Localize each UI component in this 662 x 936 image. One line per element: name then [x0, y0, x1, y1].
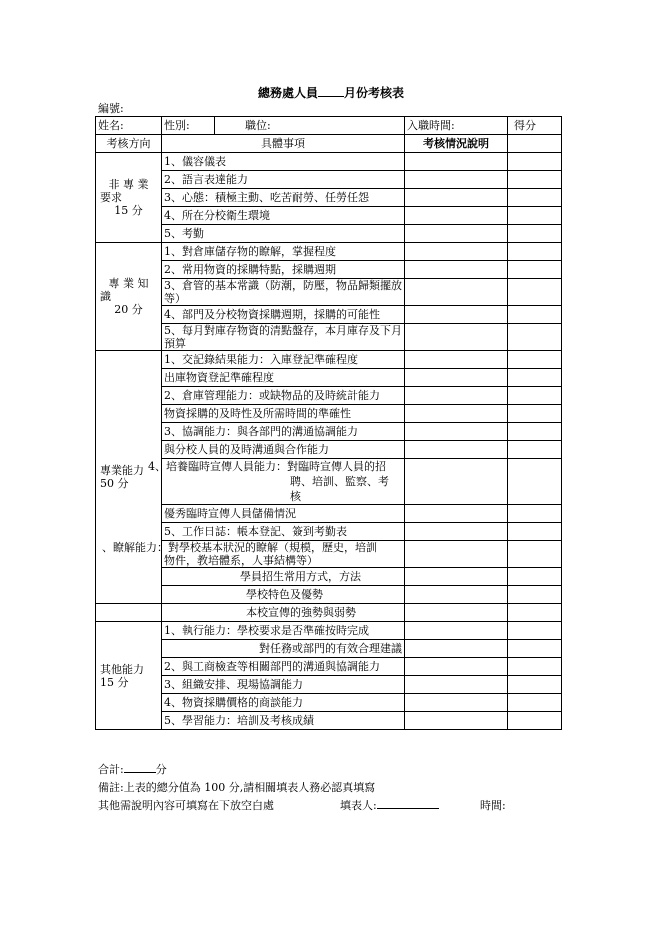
item-text: 4、所在分校衛生環境 — [162, 207, 405, 225]
item-text: 與分校人員的及時溝通與合作能力 — [162, 441, 405, 459]
column-header-row — [96, 135, 562, 153]
item-text: 對任務或部門的有效合理建議 — [162, 640, 405, 658]
table-row — [96, 441, 562, 459]
table-row — [96, 171, 562, 189]
form-title — [0, 84, 662, 101]
item-text: 1、儀容儀表 — [162, 153, 405, 171]
score-label[interactable]: 得分 — [508, 117, 562, 135]
score-cell[interactable] — [508, 568, 562, 586]
score-cell[interactable] — [508, 171, 562, 189]
total-blank[interactable] — [124, 761, 156, 773]
table-row — [96, 189, 562, 207]
notes-cell[interactable] — [405, 505, 508, 523]
table-row — [96, 387, 562, 405]
table-row — [96, 622, 562, 640]
score-cell[interactable] — [508, 441, 562, 459]
score-cell[interactable] — [508, 505, 562, 523]
position-label[interactable]: 職位: — [215, 117, 405, 135]
score-cell[interactable] — [508, 459, 562, 505]
items-header: 具體事項 — [162, 135, 405, 153]
month-blank[interactable] — [318, 96, 344, 97]
item-text: 5、工作日誌：帳本登記、簽到考勤表 — [162, 523, 405, 541]
item-text: 物資採購的及時性及所需時間的準確性 — [162, 405, 405, 423]
notes-cell[interactable] — [405, 405, 508, 423]
filler-label: 填表人: — [340, 799, 377, 812]
notes-cell[interactable] — [405, 712, 508, 730]
table-row — [96, 243, 562, 261]
score-cell[interactable] — [508, 604, 562, 622]
score-cell[interactable] — [508, 694, 562, 712]
notes-cell[interactable] — [405, 586, 508, 604]
notes-cell[interactable] — [405, 640, 508, 658]
score-cell[interactable] — [508, 261, 562, 279]
item-text: 1、交記錄結果能力：入庫登記準確程度 — [162, 351, 405, 369]
notes-cell[interactable] — [405, 441, 508, 459]
notes-cell[interactable] — [405, 225, 508, 243]
notes-cell[interactable] — [405, 523, 508, 541]
item-text: 1、對倉庫儲存物的瞭解，掌握程度 — [162, 243, 405, 261]
score-cell[interactable] — [508, 387, 562, 405]
score-cell[interactable] — [508, 586, 562, 604]
total-line — [98, 761, 167, 777]
time-label[interactable]: 時間: — [480, 799, 506, 812]
notes-cell[interactable] — [405, 568, 508, 586]
item-text: 優秀臨時宣傳人員儲備情況 — [162, 505, 405, 523]
table-row — [96, 541, 562, 568]
score-cell[interactable] — [508, 423, 562, 441]
notes-cell[interactable] — [405, 279, 508, 306]
item-text: 本校宣傳的強勢與弱勢 — [162, 604, 405, 622]
score-cell[interactable] — [508, 523, 562, 541]
notes-cell[interactable] — [405, 459, 508, 505]
table-row — [96, 261, 562, 279]
score-cell[interactable] — [508, 207, 562, 225]
notes-cell[interactable] — [405, 207, 508, 225]
notes-cell[interactable] — [405, 153, 508, 171]
notes-cell[interactable] — [405, 189, 508, 207]
notes-cell[interactable] — [405, 387, 508, 405]
score-cell[interactable] — [508, 640, 562, 658]
score-cell[interactable] — [508, 279, 562, 306]
score-cell[interactable] — [508, 324, 562, 351]
other-notes-text: 其他需說明內容可填寫在下放空白處 — [98, 799, 274, 812]
item-text: 2、常用物資的採購特點，採購週期 — [162, 261, 405, 279]
score-cell[interactable] — [508, 153, 562, 171]
notes-cell[interactable] — [405, 541, 508, 568]
table-row — [96, 712, 562, 730]
table-row — [96, 604, 562, 622]
score-cell[interactable] — [508, 225, 562, 243]
section-label: 其他能力 15 分 — [96, 622, 162, 730]
score-cell[interactable] — [508, 351, 562, 369]
notes-cell[interactable] — [405, 622, 508, 640]
item-text: 4、物資採購價格的商談能力 — [162, 694, 405, 712]
title-prefix: 總務處人員 — [257, 86, 318, 100]
assessment-table — [95, 116, 562, 730]
item-text: 3、組織安排、現場協調能力 — [162, 676, 405, 694]
section-label: 非 專 業 要求 15 分 — [96, 153, 162, 243]
score-cell[interactable] — [508, 676, 562, 694]
score-cell[interactable] — [508, 135, 562, 153]
serial-label: 編號: — [98, 102, 124, 115]
item-text: 2、倉庫管理能力：或缺物品的及時統計能力 — [162, 387, 405, 405]
item-text: 4、培養臨時宣傳人員能力：對臨時宣傳人員的招 聘、培訓、監察、考 核 — [162, 459, 405, 505]
table-row — [96, 369, 562, 387]
filler-field — [340, 797, 439, 813]
section-label: 專 業 知 識 20 分 — [96, 243, 162, 351]
gender-label[interactable]: 性別: — [162, 117, 215, 135]
score-cell[interactable] — [508, 405, 562, 423]
item-text: 5、學習能力：培訓及考核成績 — [162, 712, 405, 730]
notes-cell[interactable] — [405, 261, 508, 279]
table-row — [96, 225, 562, 243]
item-text: 出庫物資登記準確程度 — [162, 369, 405, 387]
table-row — [96, 207, 562, 225]
score-cell[interactable] — [508, 658, 562, 676]
score-cell[interactable] — [508, 369, 562, 387]
table-row — [96, 153, 562, 171]
total-label: 合計: — [98, 763, 124, 776]
table-row — [96, 658, 562, 676]
table-row — [96, 640, 562, 658]
table-row — [96, 324, 562, 351]
item-text: 學員招生常用方式，方法 — [162, 568, 405, 586]
notes-cell[interactable] — [405, 243, 508, 261]
table-row — [96, 459, 562, 505]
filler-blank[interactable] — [377, 797, 439, 809]
score-cell[interactable] — [508, 712, 562, 730]
table-row — [96, 279, 562, 306]
table-row — [96, 523, 562, 541]
notes-cell[interactable] — [405, 676, 508, 694]
score-cell[interactable] — [508, 243, 562, 261]
notes-cell[interactable] — [405, 306, 508, 324]
item-text: 3、心態：積極主動、吃苦耐勞、任勞任怨 — [162, 189, 405, 207]
item-text: 2、與工商檢查等相關部門的溝通與協調能力 — [162, 658, 405, 676]
item-text: 3、協調能力：與各部門的溝通協調能力 — [162, 423, 405, 441]
header-row — [96, 117, 562, 135]
table-row — [96, 351, 562, 369]
notes-cell[interactable] — [405, 604, 508, 622]
item-text: 2、語言表達能力 — [162, 171, 405, 189]
item-text: 學校特色及優勢 — [162, 586, 405, 604]
name-label[interactable]: 姓名: — [96, 117, 162, 135]
notes-cell[interactable] — [405, 658, 508, 676]
table-row — [96, 405, 562, 423]
hire-date-label[interactable]: 入職時間: — [405, 117, 508, 135]
item-text: 1、執行能力：學校要求是否準確按時完成 — [162, 622, 405, 640]
item-text: 、瞭解能力：對學校基本狀況的瞭解（規模，歷史，培訓 物件，教培體系，人事結構等） — [162, 541, 405, 568]
signature-line — [98, 797, 568, 813]
table-row — [96, 586, 562, 604]
score-cell[interactable] — [508, 306, 562, 324]
title-suffix: 月份考核表 — [344, 86, 405, 100]
table-row — [96, 306, 562, 324]
total-unit: 分 — [155, 763, 167, 776]
direction-header: 考核方向 — [96, 135, 162, 153]
notes-cell[interactable] — [405, 171, 508, 189]
note-line: 備註:上表的總分值為 100 分,請相關填表人務必認真填寫 — [98, 781, 376, 794]
item-text: 3、倉管的基本常識（防潮，防壓，物品歸類擺放等） — [162, 279, 405, 306]
item-text: 4、部門及分校物資採購週期，採購的可能性 — [162, 306, 405, 324]
section-label-spacer — [96, 604, 162, 622]
score-cell[interactable] — [508, 189, 562, 207]
notes-header: 考核情況說明 — [405, 135, 508, 153]
notes-cell[interactable] — [405, 351, 508, 369]
table-row — [96, 568, 562, 586]
table-row — [96, 423, 562, 441]
table-row — [96, 505, 562, 523]
notes-cell[interactable] — [405, 369, 508, 387]
score-cell[interactable] — [508, 622, 562, 640]
notes-cell[interactable] — [405, 694, 508, 712]
notes-cell[interactable] — [405, 423, 508, 441]
item-text: 5、每月對庫存物資的清點盤存，本月庫存及下月預算 — [162, 324, 405, 351]
table-row — [96, 676, 562, 694]
section-label: 專業能力 50 分 — [96, 351, 162, 604]
notes-cell[interactable] — [405, 324, 508, 351]
score-cell[interactable] — [508, 541, 562, 568]
table-row — [96, 694, 562, 712]
item-text: 5、考勤 — [162, 225, 405, 243]
